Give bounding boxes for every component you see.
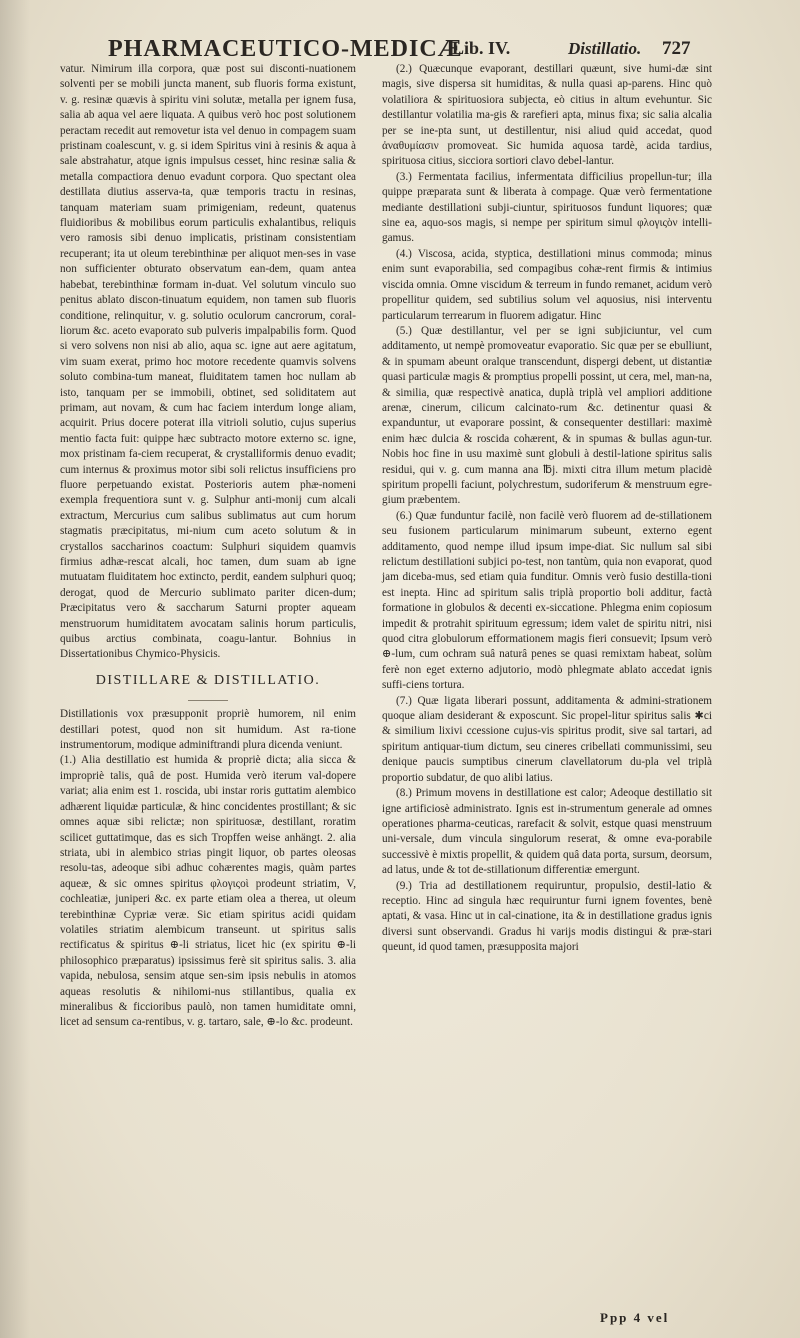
left-paragraph-1: vatur. Nimirum illa corpora, quæ post sui disconti-nuationem solventi per se mobili juncta manent, sub fluoris forma existunt, v. g. resinæ quævis à spiritu vini solutæ, metalla per ignem fusa, salia ab aqua vel aere liquata. A quibus verò hoc post solutionem peractam recedit aut removetur ista vel denuo in compagem suam pristinam coalescunt, v. g. si idem Spiritus vini à resinis & aqua à sale abstrahatur, atque ignis impulsus cesset, hinc resinæ salia & metalla compactiora denuo evadunt corpora. Quo spectant olea destillata diutius asserva-ta, quæ temporis tractu in resinas, tanquam materiam suam primigeniam, redeunt, quatenus fluidioribus & mobilibus eorum particulis exhalantibus, reliquis vero ramosis sibi denuo implicatis, pristinam consistentiam recuperant; ita ut oleum terebinthinæ per aliquot men-ses in vase non sufficienter obturato observatum ean-dem, quam antea habebat, terebinthinæ formam in-duat. Vel solutum vinculo suo penitus ablato discon-tinuatum equidem, non tamen sub fluoris conditione, relinquitur, v. g. solutio oculorum cancrorum, coral-liorum &c. aceto evaporato sub pulveris impalpabilis form. Quod si vero solvens non nisi ab alio, aqua sc. igne aut aere agitatum, vim suam exerat, primo hoc motore recedente quamvis solvens soluto combina-tum maneat, fluiditatem tamen hoc nullam ab isto, tanquam per se immobili, obtinet, sed soliditatem aut primam, aut novam, & cum hac faciem interdum longe aliam, acquirit. Prius docere poterat illa vitrioli solutio, cujus superius mentio facta fuit: quippe hæc subtracto motore externo sc. igne, mox pristinam fa-ciem recuperat, & crystalliformis denuo evadit; cum internus & proximus motor sibi soli relictus insufficiens pro fluore perpetuando existat. Posterioris autem phæ-nomeni exempla frequentiora sunt v. g. Sulphur anti-monij cum alcali extractum, Mercurius cum salibus sublimatus aut cum horum stagmatis præcipitatus, mi-nium cum aceto solutum & in crystallos saccharinos coactum: Sulphuri siquidem quamvis firmius adhæ-rescat alcali, hoc tamen, dum suam ab igne mutuatam fluiditatem hoc extincto, perdit, eandem sulphuri quoq; derogat, quod de Mercurio sublimato pariter dicen-dum; Præcipitatus vero & saccharum Saturni propter aqueam menstruorum humiditatem avocatam salinis horum particulis, quibus arctius combinata, coagu-lantur. Bohnius in Dissertationibus Chymico-Physicis. <box>60 63 356 661</box>
right-item-8: (8.) Primum movens in destillatione est calor; Adeoque destillatio sit igne artificiosè administrato. Ignis est in-strumentum generale ad omnes operationes pharma-ceuticas, rarefacit & solvit, estque quasi menstruum uni-versale, dum vincula singulorum reserat, & omne eva-porabile successivè è mixtis propellit, & quidem quâ data porta, sursum, deorsum, ad latus, unde & tot de-stillationum differentiæ emergunt. <box>382 787 712 877</box>
right-item-3: (3.) Fermentata facilius, infermentata difficilius propellun-tur; illa quippe præparata sunt & liberata à compage. Quæ verò fermentatione mediante destillationi subji-ciuntur, spirituosos fundunt liquores; quæ sine ea, aquo-sos magis, si nempe per spiritum simul φλογιςὸν intelli-gamus. <box>382 170 712 245</box>
running-title: PHARMACEUTICO-MEDICÆ <box>108 36 463 62</box>
right-item-2: (2.) Quæcunque evaporant, destillari quæunt, sive humi-dæ sint magis, sive dispersa sit humiditas, & nulla quasi ap-parens. Hinc quò volatiliora & spirituosiora subjecta, eò citius in altum evehuntur. Sic destillantur volatilia ma-gis & rarefieri apta, minus fixa; sic salia alcalia per se ine-pta sunt, ut destillentur, nisi aliud quid accedat, quod ἀναθυμίασιν promoveat. Sic humida aquosa tardè, acida tardius, spirituosa citius, sicciora sortiori clavo debel-lantur. <box>382 63 712 168</box>
left-paragraph-2: Distillationis vox præsupponit propriè humorem, nil enim destillari potest, quod non sit humidum. Ast ra-tione instrumentorum, modique adminiftrandi plura dicenda veniunt. <box>60 708 356 752</box>
book-number: Lib. IV. <box>452 38 511 58</box>
right-item-6: (6.) Quæ funduntur facilè, non facilè verò fluorem ad de-stillationem seu fusionem particularum minimarum subeunt, externo egent additamento, quod nempe illud ipsum impe-diat. Sic nullum sal sibi relictum destillationi subjici po-test, non tantùm, quia non evaporat, quod jam diceba-mus, sed etiam quia funditur. Omnis verò fusio destilla-tioni est inepta. Hinc ad spiritum salis triplà proportio boli additur, factà formatione in globulos & decenti ex-siccatione. Phlegma enim copiosum impedit & protrahit spirituum egressum; idem valet de spiritu nitri, nisi quod citra globulorum efformationem magis fieri consuevit; Ipsum verò ⊕-lum, cum ochram suâ naturâ penes se quasi remixtam habeat, solùm ferè non eget externo adjutorio, modò phlegmate ablato accedat ignis suffi-ciens tortura. <box>382 509 712 692</box>
right-column <box>382 62 712 956</box>
right-item-7: (7.) Quæ ligata liberari possunt, additamenta & admini-strationem quoque aliam desiderant & exposcunt. Sic propel-litur spiritus salis ✱ci & similium lixivi ccessione cujus-vis spiritus prodit, sive sal tartari, ad spiritum antiquar-tium dictum, seu cineres cribellati communissimi, seu denique paucis sumptibus cinerum clavellatorum du-pla vel triplà proportio subdatur, de quo alibi latius. <box>382 694 712 784</box>
section-heading: DISTILLARE & DISTILLATIO. <box>95 672 321 688</box>
right-item-5: (5.) Quæ destillantur, vel per se igni subjiciuntur, vel cum additamento, ut nempè promoveatur evaporatio. Sic quæ per se ebulliunt, & in spumam abeunt oralque transcendunt, dispergi debent, ut distantiæ quasi particulæ magis & promptius propelli possint, ut cera, mel, man-na, & similia, quæ respectivè anatica, duplà triplà vel ampliori additione arenæ, cinerum, cilicum calcinato-rum &c. detinentur quasi & expanduntur, ut evaporare possint, & consequenter destillari: maximè enim hæc dulcia & roscida cohærent, & in spumas & bullas agun-tur. Nobis hoc fine in usu maximè sunt globuli à destil-latione spiritus salis residui, qui v. g. cum manna ana ℔j. mixti citra illum metum placidè spiritum propelli faciunt, polychrestum, sudoriferum & menstruum egre-gium præbentem. <box>382 324 712 507</box>
left-paragraph-3: (1.) Alia destillatio est humida & propriè dicta; alia sicca & impropriè talis, quâ de post. Humida verò iterum val-dopere variat; alia enim est 1. roscida, ubi instar roris guttatim alembico adhærent liquidæ particulæ, & hinc concidentes prostillant; & sic omnes aquæ sibi relictæ; non spirituosæ, destillant, roratim scilicet guttatimque, das es sich Tropffen weise anhängt. 2. alia striata, ubi in alembico strias pingit liquor, ob partes oleosas resolu-tas, adeoque sibi adhuc cohærentes magis, quàm partes aqueæ, & sic omnes spiritus φλογιςοὶ prodeunt striatim, V, cochleatiæ, juniperi &c. ex parte etiam olea a therea, ut oleum terebinthinæ Cypriæ veræ. Sic etiam spiritus acidi quidam volatiles striatim alembicum transeunt. ut spiritus salis rectificatus & spiritus ⊕-li striatus, licet hic (ex spiritu ⊕-li philosophico præparatus) ipsissimus ferè sit spiritus salis. 3. alia vapida, nebulosa, sensim atque sen-sim ipsis nebulis in atomos aqueas resolutis & nihilomi-nus stillantibus, qualia ex mineralibus & ficcioribus paulò, non tamen humiditate omni, licet ad sensum ca-rentibus, v. g. tartaro, sale, ⊕-lo &c. prodeunt. <box>60 754 356 1029</box>
heading-rule <box>188 700 228 701</box>
binding-shadow <box>0 0 30 1338</box>
right-item-4: (4.) Viscosa, acida, styptica, destillationi minus commoda; minus enim sunt evaporabilia, sed compagibus cohæ-rent firmis & intimius viscida omnia. Omne viscidum & terreum in fundo remanet, acidum verò propellitur quidem, sed subtilius solum vel aquosius, nisi interventu particularum terrearum in fluorem adigatur. Hinc <box>382 247 712 322</box>
signature-mark: Ppp 4 vel <box>600 1310 670 1325</box>
right-item-9: (9.) Tria ad destillationem requiruntur, propulsio, destil-latio & receptio. Hinc ad singula hæc requiruntur furni ignem foventes, benè aptati, & vasa. Hinc ut in cal-cinatione, ita & in destillatione gradus ignis diversi sunt observandi. Gradus hi varijs modis distingui & præ-stari queunt, id quod tamen, præsupposita majori <box>382 879 712 954</box>
page-number: 727 <box>662 38 691 59</box>
left-column <box>60 62 356 1031</box>
section-title: Distillatio. <box>568 39 642 58</box>
